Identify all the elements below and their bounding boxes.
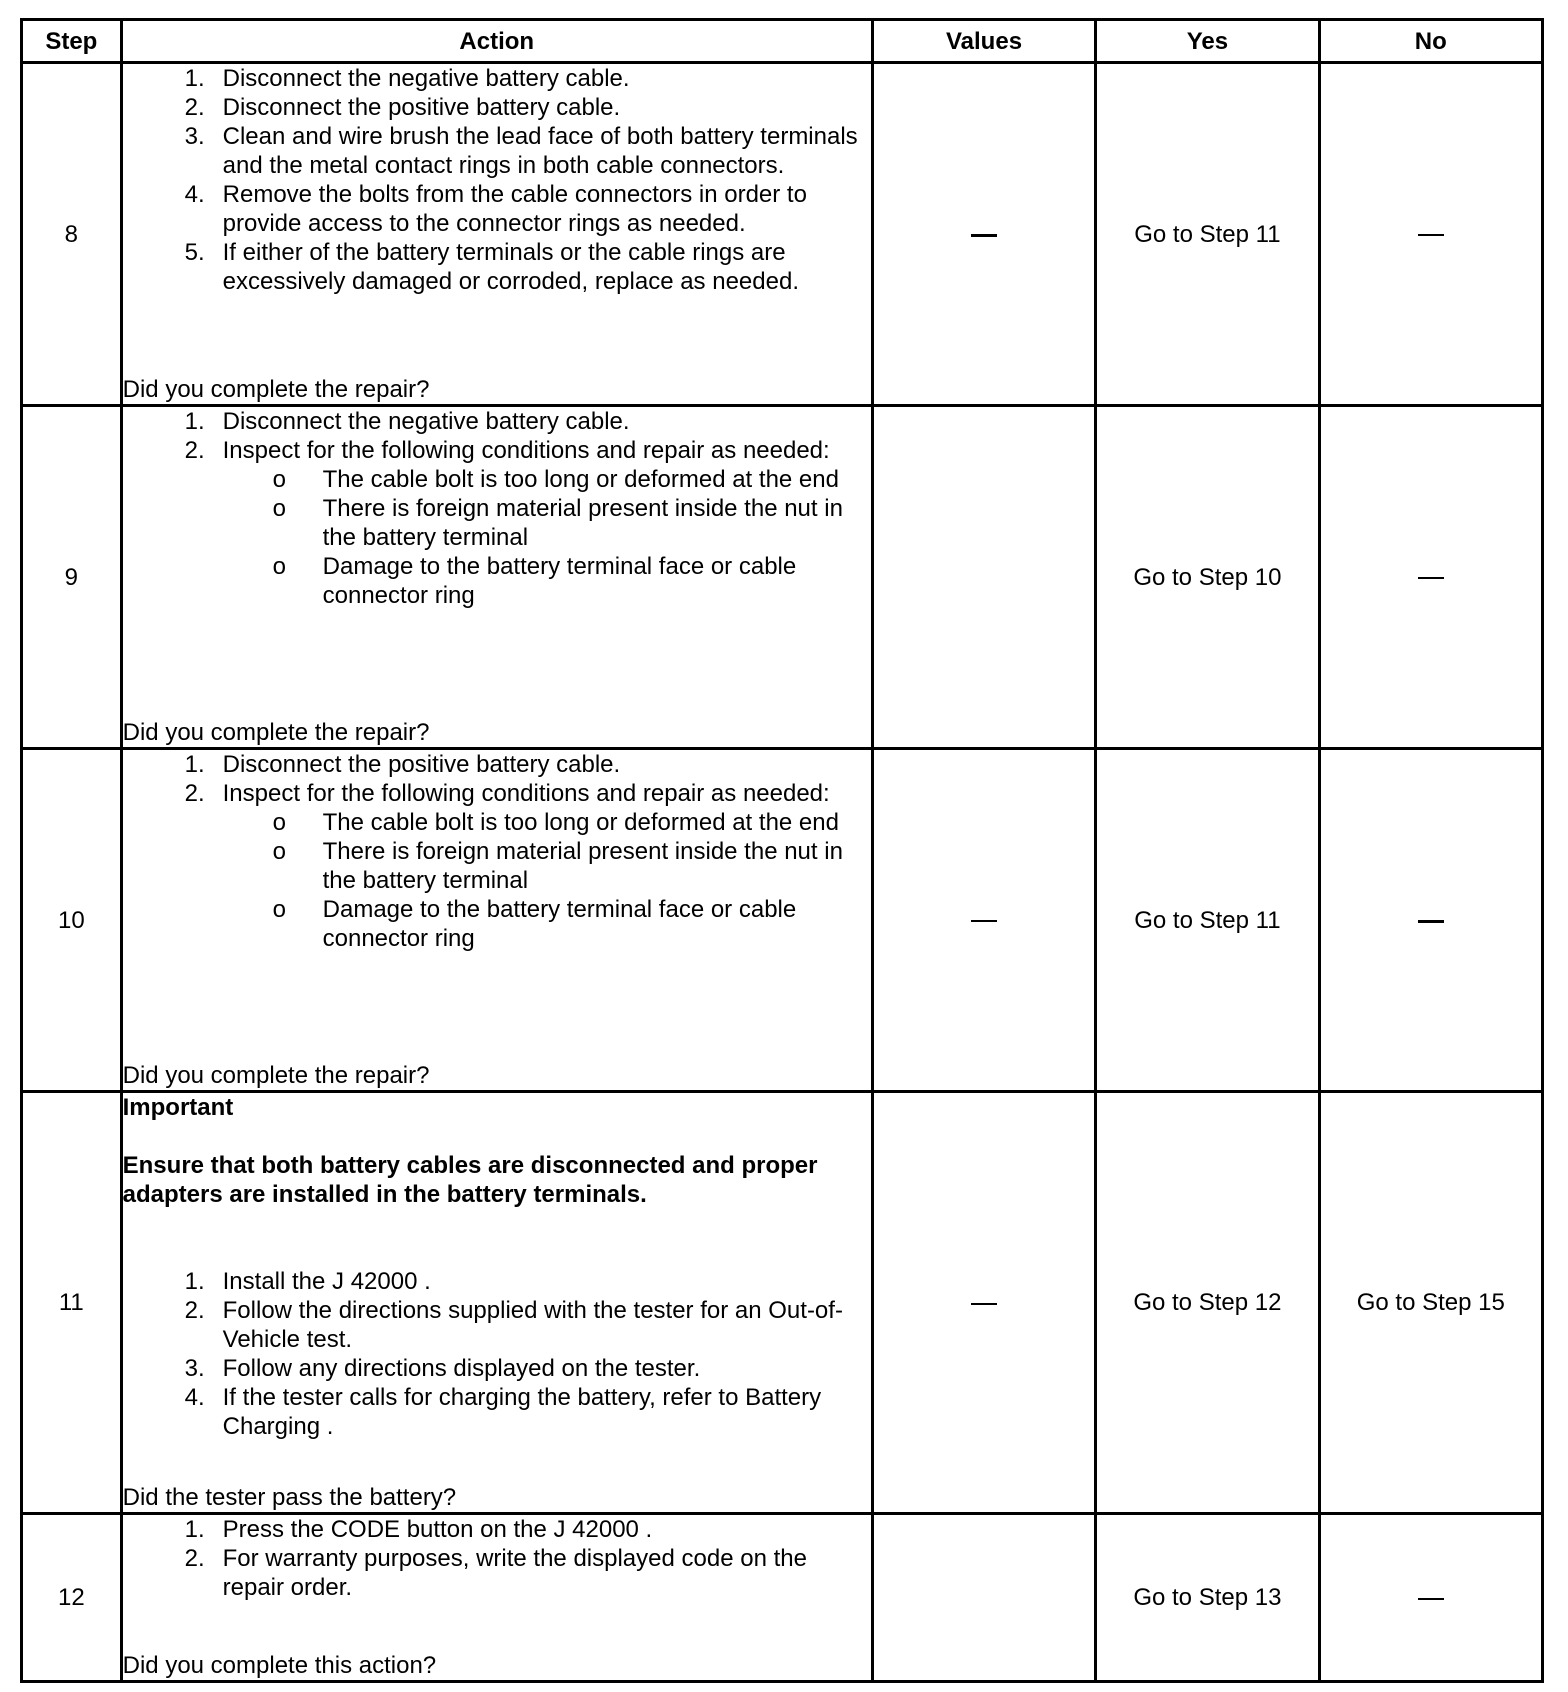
step-number: 10 bbox=[22, 749, 122, 1092]
header-no: No bbox=[1319, 20, 1542, 63]
header-step: Step bbox=[22, 20, 122, 63]
no-cell: Go to Step 15 bbox=[1319, 1092, 1542, 1514]
yes-cell: Go to Step 12 bbox=[1096, 1092, 1319, 1514]
condition-list bbox=[223, 465, 871, 610]
action-item: 3. Clean and wire brush the lead face of both battery terminals and the metal contact rings in both cable connectors. bbox=[184, 123, 858, 179]
action-item: 1. Disconnect the positive battery cable. bbox=[184, 751, 621, 779]
action-item: 2. Inspect for the following conditions and repair as needed: o The cable bolt is too long or deformed at the end o There is foreign material present inside the nut in the battery terminal o Damage to the battery terminal face or cable connector ring bbox=[123, 436, 871, 610]
header-action: Action bbox=[121, 20, 872, 63]
important-label: Important bbox=[122, 1094, 234, 1122]
condition-item: o The cable bolt is too long or deformed at the end bbox=[272, 809, 839, 837]
no-dash bbox=[1418, 234, 1444, 236]
values-cell bbox=[872, 1092, 1095, 1514]
step-number: 11 bbox=[22, 1092, 122, 1514]
action-cell bbox=[121, 63, 872, 406]
header-values: Values bbox=[872, 20, 1095, 63]
step-row-8 bbox=[22, 63, 1543, 406]
action-item: 2. For warranty purposes, write the displayed code on the repair order. bbox=[184, 1544, 807, 1601]
step-number: 8 bbox=[22, 63, 122, 406]
action-cell bbox=[121, 1513, 872, 1681]
action-list bbox=[123, 1515, 871, 1602]
action-item: 1. Press the CODE button on the J 42000 . bbox=[184, 1515, 653, 1543]
values-dash bbox=[971, 920, 997, 922]
values-cell bbox=[872, 749, 1095, 1092]
action-question: Did you complete the repair? bbox=[122, 1062, 430, 1090]
no-dash bbox=[1418, 1598, 1444, 1600]
step-row-12 bbox=[22, 1513, 1543, 1681]
condition-list bbox=[223, 808, 871, 953]
action-item: 1. Disconnect the negative battery cable. bbox=[184, 65, 630, 92]
header-yes: Yes bbox=[1096, 20, 1319, 63]
no-cell bbox=[1319, 63, 1542, 406]
action-item: 3. Follow any directions displayed on the tester. bbox=[184, 1355, 701, 1383]
action-cell bbox=[121, 749, 872, 1092]
action-cell bbox=[121, 406, 872, 749]
action-item: 1. Install the J 42000 . bbox=[184, 1268, 431, 1296]
yes-cell: Go to Step 13 bbox=[1096, 1513, 1319, 1681]
action-list bbox=[123, 407, 871, 610]
step-row-11 bbox=[22, 1092, 1543, 1514]
no-dash bbox=[1418, 920, 1444, 923]
yes-cell: Go to Step 11 bbox=[1096, 749, 1319, 1092]
step-row-9 bbox=[22, 406, 1543, 749]
action-item: 4. Remove the bolts from the cable connectors in order to provide access to the connector rings as needed. bbox=[184, 181, 807, 237]
step-number: 9 bbox=[22, 406, 122, 749]
action-question: Did you complete this action? bbox=[122, 1652, 437, 1679]
values-cell bbox=[872, 63, 1095, 406]
action-question: Did the tester pass the battery? bbox=[122, 1483, 457, 1511]
condition-item: o There is foreign material present inside the nut in the battery terminal bbox=[272, 838, 843, 895]
action-item: 4. If the tester calls for charging the battery, refer to Battery Charging . bbox=[184, 1384, 822, 1441]
values-cell bbox=[872, 1513, 1095, 1681]
condition-item: o The cable bolt is too long or deformed at the end bbox=[272, 466, 839, 494]
diagnostic-steps-table bbox=[20, 18, 1544, 1683]
values-cell bbox=[872, 406, 1095, 749]
action-question: Did you complete the repair? bbox=[122, 719, 430, 747]
step-row-10 bbox=[22, 749, 1543, 1092]
no-cell bbox=[1319, 749, 1542, 1092]
condition-item: o Damage to the battery terminal face or cable connector ring bbox=[272, 896, 797, 953]
condition-item: o Damage to the battery terminal face or cable connector ring bbox=[272, 553, 797, 610]
header-row bbox=[22, 20, 1543, 63]
no-cell bbox=[1319, 406, 1542, 749]
action-item: 2. Follow the directions supplied with the tester for an Out-of-Vehicle test. bbox=[184, 1297, 843, 1354]
step-number: 12 bbox=[22, 1513, 122, 1681]
action-question: Did you complete the repair? bbox=[122, 376, 430, 404]
yes-cell: Go to Step 10 bbox=[1096, 406, 1319, 749]
action-list bbox=[123, 750, 871, 953]
action-item: 2. Disconnect the positive battery cable. bbox=[184, 94, 621, 121]
action-item: 2. Inspect for the following conditions and repair as needed: o The cable bolt is too long or deformed at the end o There is foreign material present inside the nut in the battery terminal o Damage to the battery terminal face or cable connector ring bbox=[123, 779, 871, 953]
action-item: 5. If either of the battery terminals or the cable rings are excessively damaged or corroded, replace as needed. bbox=[184, 239, 799, 295]
condition-item: o There is foreign material present inside the nut in the battery terminal bbox=[272, 495, 843, 552]
action-cell bbox=[121, 1092, 872, 1514]
yes-cell: Go to Step 11 bbox=[1096, 63, 1319, 406]
action-item: 1. Disconnect the negative battery cable. bbox=[184, 408, 630, 436]
no-dash bbox=[1418, 577, 1444, 579]
action-list bbox=[123, 1267, 871, 1441]
no-cell bbox=[1319, 1513, 1542, 1681]
action-list bbox=[123, 64, 871, 296]
values-dash bbox=[971, 234, 997, 237]
values-dash bbox=[971, 1303, 997, 1305]
important-note: Ensure that both battery cables are disconnected and proper adapters are installed in the battery terminals. bbox=[122, 1152, 818, 1209]
